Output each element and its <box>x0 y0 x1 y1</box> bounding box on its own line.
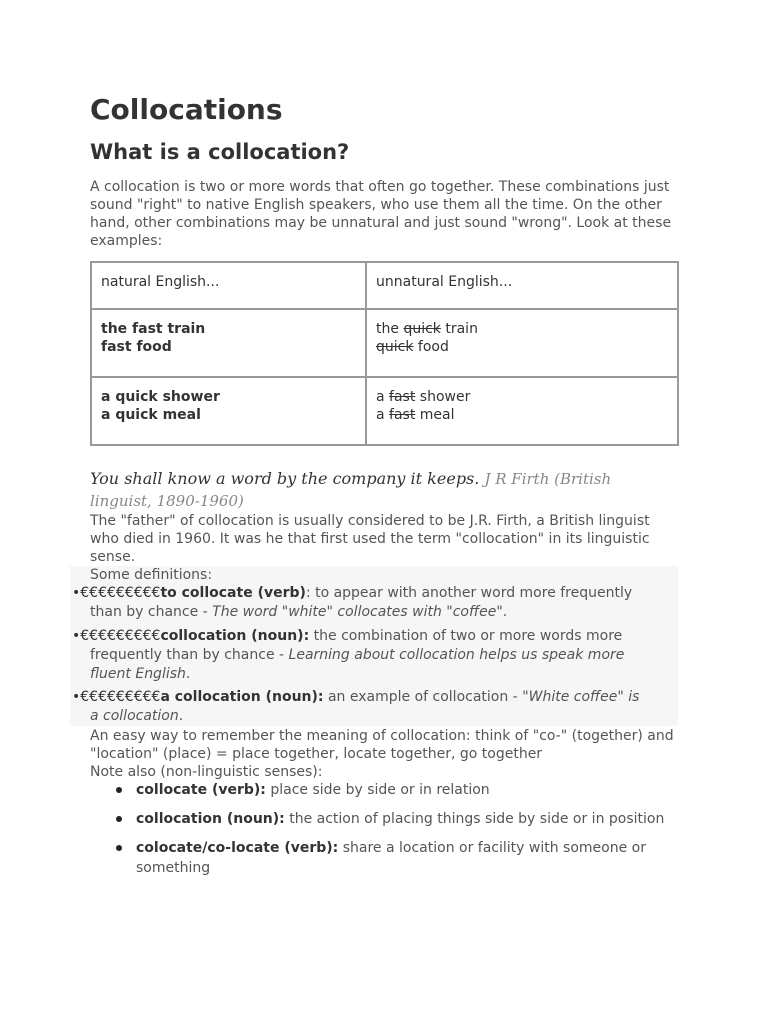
struck-word: quick <box>376 339 414 355</box>
definitions-heading: Some definitions: <box>90 567 213 583</box>
bullet-glyphs: •€€€€€€€€€ <box>72 689 161 705</box>
non-linguistic-senses-list <box>110 780 670 887</box>
intro-paragraph: A collocation is two or more words that often go together. These combinations just sound "right" to native English speakers, who use them all the time. On the other hand, other combinations may be unnatural and just sound "wrong". Look at these examples: <box>90 179 672 249</box>
table-header-row <box>91 262 678 309</box>
definition-term: collocation (noun): <box>160 628 310 644</box>
table-header-natural: natural English... <box>91 262 366 309</box>
natural-example: fast food <box>101 339 172 355</box>
firth-quote <box>90 468 650 512</box>
bullet-icon <box>116 845 122 851</box>
quote-text: You shall know a word by the company it keeps. <box>90 469 480 488</box>
section-heading: What is a collocation? <box>90 140 350 164</box>
quote-author: J R Firth (British linguist, 1890-1960) <box>90 470 612 510</box>
list-item: collocation (noun): the action of placing things side by side or in position <box>110 809 670 829</box>
page-title: Collocations <box>90 93 283 126</box>
unnatural-example: the quick train <box>376 321 478 337</box>
natural-cell <box>91 377 366 445</box>
unnatural-example: a fast meal <box>376 407 455 423</box>
struck-word: fast <box>389 389 416 405</box>
definition-item: •€€€€€€€€€a collocation (noun): an example of collocation - "White coffee" is a collocation. <box>72 689 640 724</box>
bullet-icon <box>116 816 122 822</box>
list-item: colocate/co-locate (verb): share a location or facility with someone or something <box>110 838 670 878</box>
bullet-icon <box>116 787 122 793</box>
bullet-glyphs: •€€€€€€€€€ <box>72 585 161 601</box>
definition-term: to collocate (verb) <box>160 585 306 601</box>
definition-item: •€€€€€€€€€collocation (noun): the combination of two or more words more frequently than by chance - Learning about collocation helps us speak more fluent English. <box>72 628 625 682</box>
struck-word: quick <box>403 321 441 337</box>
unnatural-cell <box>366 309 678 377</box>
firth-paragraph: The "father" of collocation is usually considered to be J.R. Firth, a British linguist who died in 1960. It was he that first used the term "collocation" in its linguistic sense. <box>90 513 650 565</box>
natural-example: a quick meal <box>101 407 201 423</box>
note-heading: Note also (non-linguistic senses): <box>90 764 323 780</box>
unnatural-cell <box>366 377 678 445</box>
natural-example: the fast train <box>101 321 206 337</box>
table-row <box>91 309 678 377</box>
bullet-glyphs: •€€€€€€€€€ <box>72 628 161 644</box>
unnatural-example: a fast shower <box>376 389 471 405</box>
definition-item: •€€€€€€€€€to collocate (verb): to appear with another word more frequently than by chance - The word "white" collocates with "coffee". <box>72 585 633 620</box>
easy-way-paragraph: An easy way to remember the meaning of collocation: think of "co-" (together) and "location" (place) = place together, locate together, go together <box>90 728 674 762</box>
definition-example: Learning about collocation helps us speak more <box>288 647 625 663</box>
natural-cell <box>91 309 366 377</box>
definition-example: "White coffee" is <box>522 689 640 705</box>
definition-example: The word "white" collocates with "coffee" <box>212 604 503 620</box>
table-header-unnatural: unnatural English... <box>366 262 678 309</box>
unnatural-example: quick food <box>376 339 449 355</box>
definition-term: a collocation (noun): <box>160 689 324 705</box>
struck-word: fast <box>389 407 416 423</box>
natural-example: a quick shower <box>101 389 220 405</box>
table-row <box>91 377 678 445</box>
collocation-examples-table <box>90 261 679 446</box>
list-item: collocate (verb): place side by side or in relation <box>110 780 670 800</box>
